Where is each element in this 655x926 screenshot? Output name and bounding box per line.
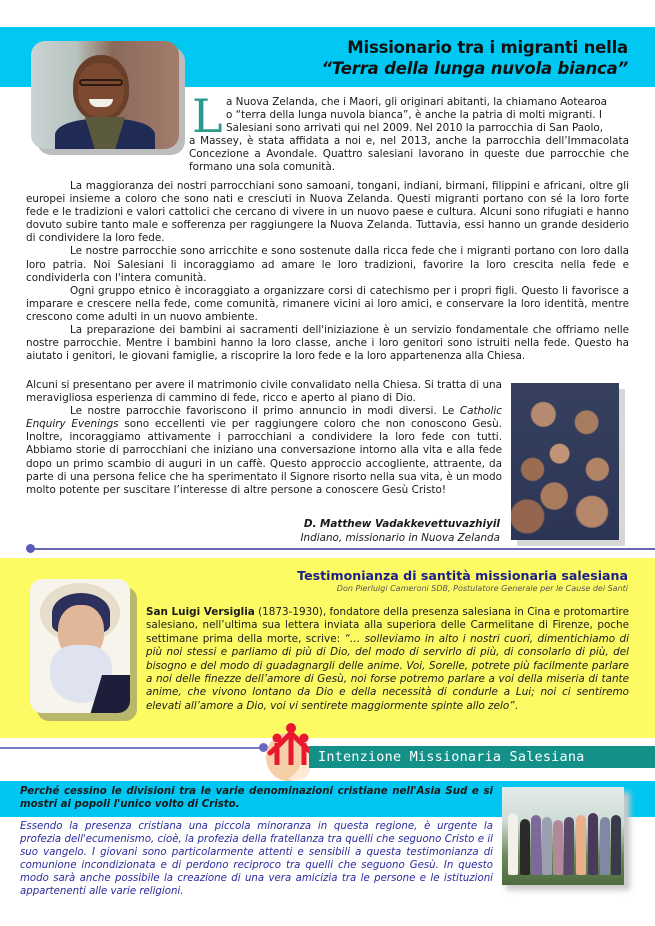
section-divider	[0, 747, 262, 749]
paragraph: Alcuni si presentano per avere il matrimonio civile convalidato nella Chiesa. Si tratta di una meravigliosa esperienza di cammino di fede, ricco e aperto al piano di Dio.	[26, 379, 502, 405]
paragraph: La preparazione dei bambini ai sacramenti dell'iniziazione è un servizio fondamentale che offriamo nelle nostre parrocchie. Mentre i bambini hanno la loro classe, anche i loro genitori sono istruiti nella fede. Questo ha aiutato i genitori, le giovani famiglie, a riscoprire la loro fede e la loro appartenenza alla Chiesa.	[26, 324, 629, 363]
article-body-narrow	[26, 379, 502, 497]
intro-line: Salesiani sono arrivati qui nel 2009. Nel 2010 la parrocchia di San Paolo,	[226, 122, 604, 135]
ecumenical-group-photo	[502, 787, 624, 885]
signature	[300, 518, 500, 545]
testimony-body: San Luigi Versiglia (1873-1930), fondatore della presenza salesiana in Cina e protomartire salesiano, nell’ultima sua lettera inviata alla superiora delle Carmelitane di Firenze, poche settimane prima della morte, scrive: “… solleviamo in alto i nostri cuori, dimentichiamo di più noi stessi e parliamo di più di Dio, del modo di servirlo di più, di consolarlo di più, del bisogno e del modo di guadagnargli delle anime. Voi, Sorelle, potrete più facilmente parlare a noi delle finezze dell’amore di Gesù, noi forse potremo parlare a voi della miseria di tante anime, che vivono lontano da Dio e della necessità di condurle a Lui; noi ci sentiremo elevati all’amore a Dio, voi vi sentirete maggiormente spinte allo zelo”.	[146, 606, 630, 712]
saint-portrait	[30, 579, 130, 713]
testimony-subtitle: Don Pierluigi Cameroni SDB, Postulatore Generale per le Cause dei Santi	[336, 584, 628, 593]
prayer-intention: Perché cessino le divisioni tra le varie denominazioni cristiane nell'Asia Sud e si mostri ai popoli l'unico volto di Cristo.	[20, 786, 493, 810]
paragraph: La maggioranza dei nostri parrocchiani sono samoani, tongani, indiani, birmani, filippini e africani, oltre gli europei insieme a coloro che sono nati e cresciuti in Nuova Zelanda. Questi migranti portano con sé la loro forte fede e le tradizioni e valori cattolici che cercano di vivere in un nuovo paese e cultura. Alcuni sono rifugiati e hanno dovuto subire tanto male e sofferenza per raggiungere la Nuova Zelanda. Tuttavia, essi hanno un grande desiderio di condividere la loro fede.	[26, 180, 629, 245]
saint-name: San Luigi Versiglia	[146, 606, 255, 618]
paragraph: Ogni gruppo etnico è incoraggiato a organizzare corsi di catechismo per i propri figli. Questo li favorisce a imparare e crescere nella fede, come comunità, rimanere vicini ai loro amici, e conservare la loro identità, mentre crescono come adulti in un nuovo ambiente.	[26, 284, 629, 323]
article-title	[321, 38, 628, 79]
title-line-2: “Terra della lunga nuvola bianca”	[321, 59, 628, 78]
divider-dot	[26, 544, 35, 553]
section-divider	[30, 548, 655, 550]
intention-body: Essendo la presenza cristiana una piccola minoranza in questa regione, è urgente la profezia dell'ecumenismo, cioè, la profezia della fratellanza tra quelli che seguono Cristo e il suo vangelo. I giovani sono particolarmente attenti e sensibili a questa testimonianza di comunione incondizionata e di perdono reciproco tra quelli che seguono Gesù. In questo modo sarà anche possibile la creazione di una vera amicizia tra le persone e le istituzioni appartenenti alle varie religioni.	[20, 821, 493, 897]
title-line-1: Missionario tra i migranti nella	[347, 38, 628, 57]
intro-paragraph: a Massey, è stata affidata a noi e, nel 2013, anche la parrocchia dell’Immacolata Concezione a Avondale. Quattro salesiani lavorano in queste due parrocchie che formano una sola comunità.	[189, 135, 629, 174]
missionary-photo	[31, 41, 179, 149]
intention-banner-title: Intenzione Missionaria Salesiana	[318, 749, 585, 765]
intro-line: a Nuova Zelanda, che i Maori, gli originari abitanti, la chiamano Aotearoa	[226, 96, 608, 108]
schoolchildren-photo	[511, 383, 619, 540]
saint-quote: “… solleviamo in alto i nostri cuori, dimentichiamo di più noi stessi e parliamo di più di Dio, del modo di servirlo di più, di consolarlo di più, del bisogno e del modo di guadagnargli delle anime. Voi, Sorelle, potrete più facilmente parlare a noi delle finezze dell’amore di Gesù, noi forse potremo parlare a voi della miseria di tante anime, che vivono lontano da Dio e della necessità di condurle a Lui; noi ci sentiremo elevati all’amore a Dio, voi vi sentirete maggiormente spinte allo zelo”	[146, 632, 630, 712]
article-body	[26, 180, 629, 363]
author-name: D. Matthew Vadakkevettuvazhiyil	[303, 518, 500, 530]
author-role: Indiano, missionario in Nuova Zelanda	[300, 531, 500, 544]
paragraph: Le nostre parrocchie favoriscono il primo annuncio in modi diversi. Le Catholic Enquiry Evenings sono eccellenti vie per raggiungere coloro che non conoscono Gesù. Inoltre, incoraggiamo attivamente i parrocchiani a condividere la loro fede con tutti. Abbiamo storie di parrocchiani che iniziano una conversazione intorno alla vita e alla fede dopo un primo scambio di auguri in un caffè. Questo approccio accogliente, attraente, da parte di una persona felice che ha sperimentato il Signore risorto nella sua vita, è un modo molto potente per suscitare l’interesse di altre persone a conoscere Gesù Cristo!	[26, 405, 502, 496]
drop-cap: L	[192, 89, 223, 143]
paragraph: Le nostre parrocchie sono arricchite e sono sostenute dalla ricca fede che i migranti portano con loro dalla loro patria. Noi Salesiani li incoraggiamo ad amare le loro tradizioni, favorire la loro crescita nella fede e condividerla con l'intera comunità.	[26, 245, 629, 284]
testimony-title: Testimonianza di santità missionaria salesiana	[297, 568, 628, 583]
missionary-portrait	[31, 41, 179, 149]
intro-line: o “terra della lunga nuvola bianca”, è anche la patria di molti migranti. I	[226, 109, 602, 122]
intro-lines	[226, 96, 629, 135]
